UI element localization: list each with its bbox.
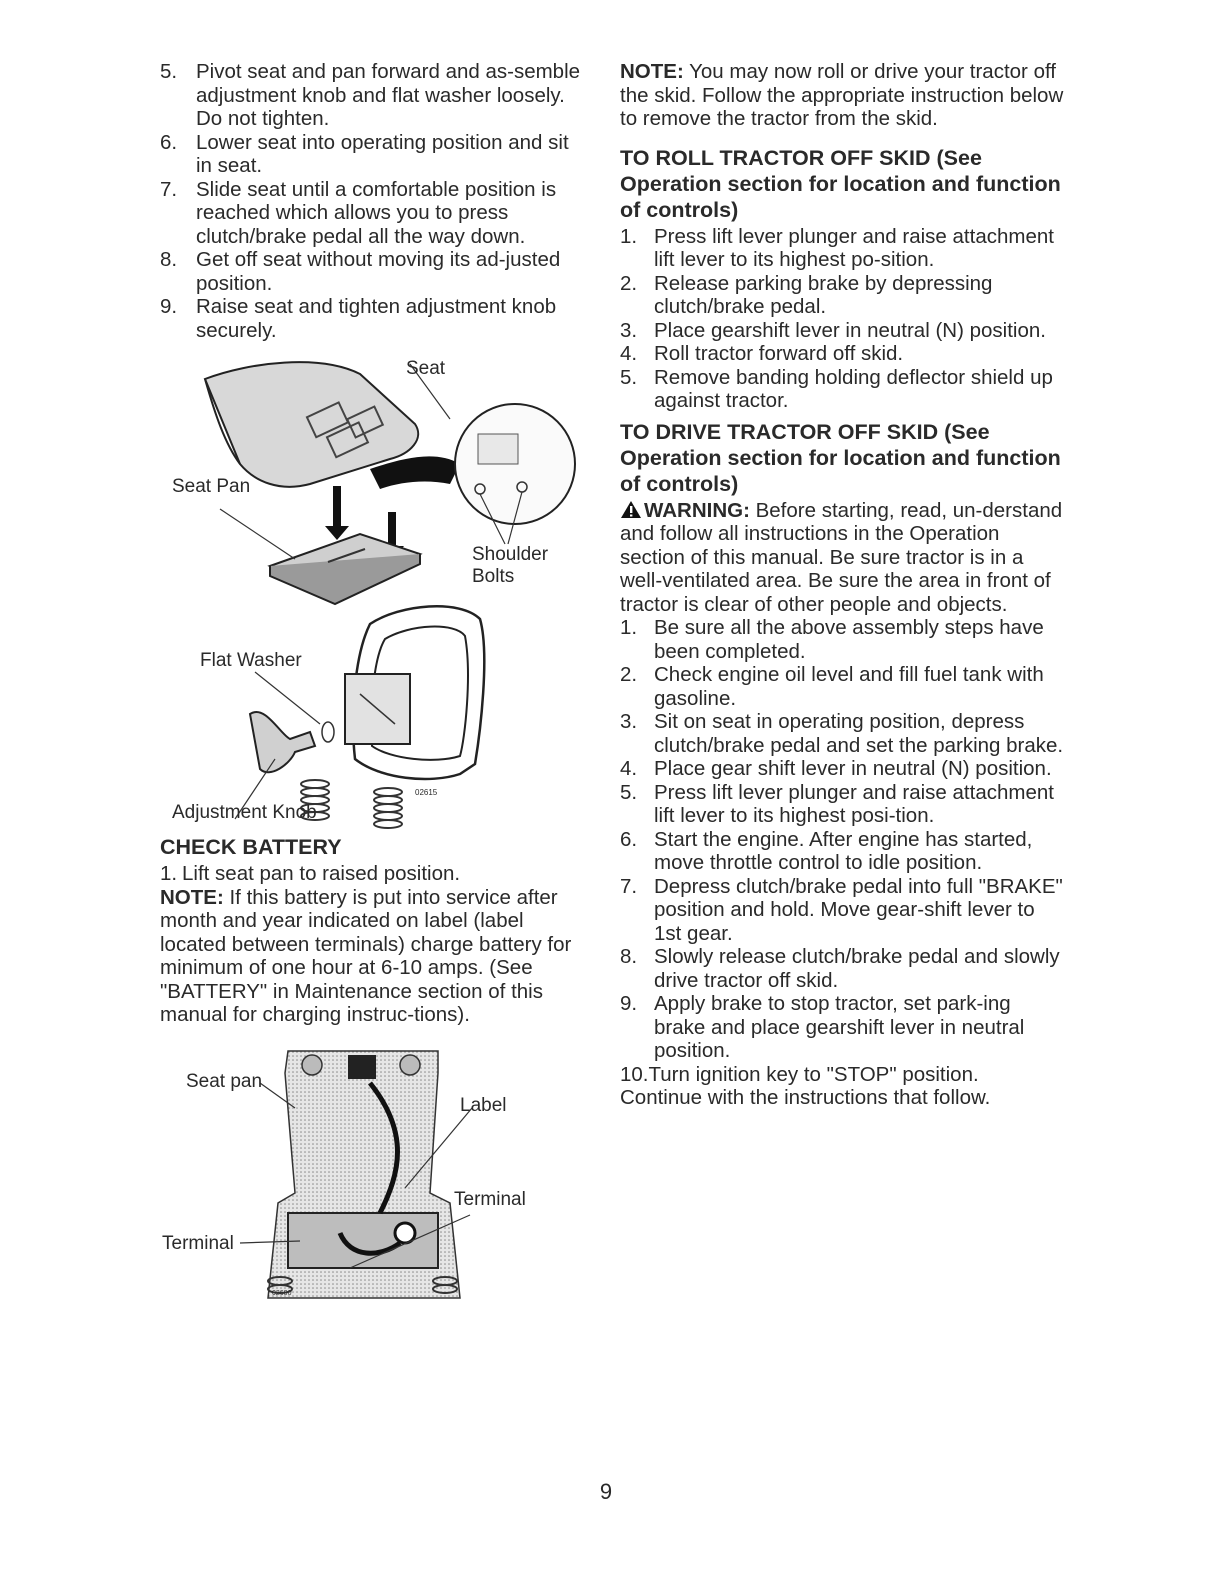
list-item: 6. Lower seat into operating position and sit in seat.: [160, 130, 569, 177]
right-column: [620, 60, 1065, 1110]
check-battery-heading: CHECK BATTERY: [160, 835, 342, 859]
seat-assembly-illustration: [160, 354, 590, 834]
list-item: 9. Raise seat and tighten adjustment knob securely.: [160, 295, 557, 342]
list-item: 7. Slide seat until a comfortable position is reached which allows you to press clutch/brake pedal all the way down.: [160, 177, 557, 248]
list-item: 3. Place gearshift lever in neutral (N) position.: [620, 318, 1046, 342]
list-item: 1. Lift seat pan to raised position.: [160, 862, 461, 885]
label-callout: Label: [460, 1094, 507, 1116]
step-ten: 10.Turn ignition key to "STOP" position.: [620, 1062, 979, 1086]
seat-adjust-steps: [160, 60, 590, 342]
list-item: 4. Roll tractor forward off skid.: [620, 342, 904, 365]
continue-text: Continue with the instructions that follow.: [620, 1086, 991, 1109]
figure-code: 02600: [272, 1289, 292, 1297]
list-item: 8. Get off seat without moving its ad-justed position.: [160, 248, 561, 295]
figure-code: 02615: [415, 788, 438, 797]
drive-off-skid-heading: TO DRIVE TRACTOR OFF SKID (See Operation section for location and function of controls): [620, 419, 1061, 496]
list-item: 3. Sit on seat in operating position, depress clutch/brake pedal and set the parking brake.: [620, 710, 1064, 757]
list-item: 9. Apply brake to stop tractor, set park-ing brake and place gearshift lever in neutral position.: [620, 992, 1025, 1062]
left-column: [160, 60, 590, 1303]
shoulder-bolts-label: Shoulder Bolts: [472, 544, 549, 587]
warning-triangle-icon: [620, 500, 642, 519]
skid-note: NOTE: You may now roll or drive your tractor off the skid. Follow the appropriate instruction below to remove the tractor from the skid.: [620, 60, 1064, 130]
list-item: 5. Remove banding holding deflector shield up against tractor.: [620, 365, 1053, 412]
flat-washer-label: Flat Washer: [200, 650, 302, 671]
battery-figure: [160, 1043, 590, 1303]
seat-assembly-figure: [160, 354, 590, 834]
list-item: 6. Start the engine. After engine has started, move throttle control to idle position.: [620, 827, 1033, 874]
roll-off-skid-heading: TO ROLL TRACTOR OFF SKID (See Operation section for location and function of controls): [620, 145, 1061, 222]
adjustment-knob-label: Adjustment Knob: [172, 802, 317, 823]
terminal-right-label: Terminal: [454, 1188, 526, 1210]
list-item: 4. Place gear shift lever in neutral (N) position.: [620, 757, 1052, 780]
drive-steps: [620, 616, 1065, 1063]
list-item: 5. Pivot seat and pan forward and as-semble adjustment knob and flat washer loosely. Do not tighten.: [160, 60, 581, 130]
terminal-left-label: Terminal: [162, 1232, 234, 1254]
list-item: 8. Slowly release clutch/brake pedal and slowly drive tractor off skid.: [620, 945, 1060, 992]
list-item: 5. Press lift lever plunger and raise attachment lift lever to its highest posi-tion.: [620, 780, 1054, 827]
list-item: 2. Release parking brake by depressing clutch/brake pedal.: [620, 271, 993, 318]
list-item: 1. Press lift lever plunger and raise attachment lift lever to its highest po-sition.: [620, 224, 1054, 271]
roll-steps: [620, 225, 1065, 413]
seat-label: Seat: [406, 358, 446, 379]
list-item: 1. Be sure all the above assembly steps have been completed.: [620, 616, 1044, 663]
list-item: 7. Depress clutch/brake pedal into full "BRAKE" position and hold. Move gear-shift lever to 1st gear.: [620, 874, 1063, 945]
seat-pan-label: Seat Pan: [172, 476, 251, 497]
battery-note: NOTE: If this battery is put into service after month and year indicated on label (label located between terminals) charge battery for minimum of one hour at 6-10 amps. (See "BATTERY" in Maintenance section of this manual for charging instruc-tions).: [160, 885, 572, 1026]
seat-pan-label: Seat pan: [186, 1070, 263, 1092]
warning-paragraph: WARNING: Before starting, read, un-derstand and follow all instructions in the Operation section of this manual. Be sure tractor is in a well-ventilated area. Be sure the area in front of tractor is clear of other people and objects.: [620, 498, 1063, 616]
list-item: 2. Check engine oil level and fill fuel tank with gasoline.: [620, 663, 1044, 710]
page-number: 9: [599, 1479, 613, 1504]
